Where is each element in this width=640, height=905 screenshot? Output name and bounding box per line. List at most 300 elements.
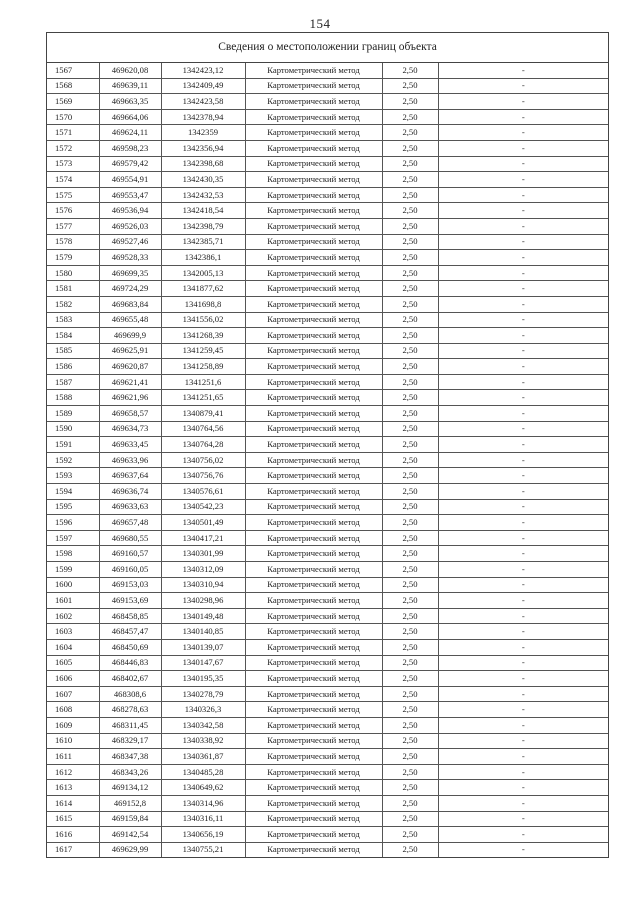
accuracy-cell: 2,50 [382, 624, 438, 640]
point-number-cell: 1613 [47, 780, 99, 796]
description-cell: - [438, 250, 608, 266]
y-coordinate-cell: 1340501,49 [161, 515, 245, 531]
description-cell: - [438, 218, 608, 234]
table-row [47, 639, 608, 655]
table-row [47, 218, 608, 234]
description-cell: - [438, 406, 608, 422]
method-cell: Картометрический метод [245, 156, 382, 172]
y-coordinate-cell: 1340764,28 [161, 437, 245, 453]
y-coordinate-cell: 1340755,21 [161, 842, 245, 857]
table-row [47, 390, 608, 406]
point-number-cell: 1616 [47, 827, 99, 843]
table-row [47, 764, 608, 780]
y-coordinate-cell: 1340756,76 [161, 468, 245, 484]
point-number-cell: 1612 [47, 764, 99, 780]
y-coordinate-cell: 1340149,48 [161, 608, 245, 624]
description-cell: - [438, 827, 608, 843]
description-cell: - [438, 343, 608, 359]
description-cell: - [438, 203, 608, 219]
y-coordinate-cell: 1341258,89 [161, 359, 245, 375]
x-coordinate-cell: 469528,33 [99, 250, 161, 266]
y-coordinate-cell: 1342398,79 [161, 218, 245, 234]
method-cell: Картометрический метод [245, 218, 382, 234]
x-coordinate-cell: 469621,41 [99, 374, 161, 390]
description-cell: - [438, 94, 608, 110]
y-coordinate-cell: 1341268,39 [161, 328, 245, 344]
method-cell: Картометрический метод [245, 842, 382, 857]
point-number-cell: 1578 [47, 234, 99, 250]
x-coordinate-cell: 469536,94 [99, 203, 161, 219]
method-cell: Картометрический метод [245, 63, 382, 78]
table-row [47, 530, 608, 546]
table-row [47, 94, 608, 110]
method-cell: Картометрический метод [245, 484, 382, 500]
y-coordinate-cell: 1342398,68 [161, 156, 245, 172]
table-row [47, 842, 608, 857]
point-number-cell: 1582 [47, 296, 99, 312]
method-cell: Картометрический метод [245, 312, 382, 328]
table-row [47, 686, 608, 702]
y-coordinate-cell: 1340316,11 [161, 811, 245, 827]
method-cell: Картометрический метод [245, 437, 382, 453]
description-cell: - [438, 452, 608, 468]
accuracy-cell: 2,50 [382, 437, 438, 453]
method-cell: Картометрический метод [245, 764, 382, 780]
point-number-cell: 1585 [47, 343, 99, 359]
accuracy-cell: 2,50 [382, 109, 438, 125]
point-number-cell: 1592 [47, 452, 99, 468]
y-coordinate-cell: 1342418,54 [161, 203, 245, 219]
method-cell: Картометрический метод [245, 546, 382, 562]
point-number-cell: 1589 [47, 406, 99, 422]
y-coordinate-cell: 1340278,79 [161, 686, 245, 702]
accuracy-cell: 2,50 [382, 562, 438, 578]
method-cell: Картометрический метод [245, 702, 382, 718]
point-number-cell: 1615 [47, 811, 99, 827]
point-number-cell: 1575 [47, 187, 99, 203]
x-coordinate-cell: 468457,47 [99, 624, 161, 640]
description-cell: - [438, 546, 608, 562]
accuracy-cell: 2,50 [382, 343, 438, 359]
accuracy-cell: 2,50 [382, 702, 438, 718]
point-number-cell: 1617 [47, 842, 99, 857]
description-cell: - [438, 265, 608, 281]
accuracy-cell: 2,50 [382, 452, 438, 468]
y-coordinate-cell: 1341698,8 [161, 296, 245, 312]
table-row [47, 312, 608, 328]
x-coordinate-cell: 469680,55 [99, 530, 161, 546]
x-coordinate-cell: 469152,8 [99, 795, 161, 811]
y-coordinate-cell: 1342356,94 [161, 140, 245, 156]
point-number-cell: 1609 [47, 717, 99, 733]
description-cell: - [438, 172, 608, 188]
description-cell: - [438, 624, 608, 640]
y-coordinate-cell: 1342359 [161, 125, 245, 141]
description-cell: - [438, 359, 608, 375]
x-coordinate-cell: 469620,87 [99, 359, 161, 375]
y-coordinate-cell: 1340485,28 [161, 764, 245, 780]
x-coordinate-cell: 469160,05 [99, 562, 161, 578]
description-cell: - [438, 671, 608, 687]
table-row [47, 281, 608, 297]
method-cell: Картометрический метод [245, 203, 382, 219]
description-cell: - [438, 655, 608, 671]
accuracy-cell: 2,50 [382, 140, 438, 156]
table-row [47, 140, 608, 156]
description-cell: - [438, 234, 608, 250]
y-coordinate-cell: 1342423,58 [161, 94, 245, 110]
description-cell: - [438, 421, 608, 437]
method-cell: Картометрический метод [245, 686, 382, 702]
point-number-cell: 1591 [47, 437, 99, 453]
accuracy-cell: 2,50 [382, 593, 438, 609]
accuracy-cell: 2,50 [382, 484, 438, 500]
table-row [47, 827, 608, 843]
y-coordinate-cell: 1340139,07 [161, 639, 245, 655]
accuracy-cell: 2,50 [382, 639, 438, 655]
accuracy-cell: 2,50 [382, 234, 438, 250]
point-number-cell: 1606 [47, 671, 99, 687]
method-cell: Картометрический метод [245, 296, 382, 312]
description-cell: - [438, 109, 608, 125]
method-cell: Картометрический метод [245, 78, 382, 94]
point-number-cell: 1574 [47, 172, 99, 188]
description-cell: - [438, 499, 608, 515]
table-row [47, 172, 608, 188]
x-coordinate-cell: 469633,63 [99, 499, 161, 515]
description-cell: - [438, 390, 608, 406]
point-number-cell: 1604 [47, 639, 99, 655]
table-row [47, 671, 608, 687]
description-cell: - [438, 312, 608, 328]
point-number-cell: 1608 [47, 702, 99, 718]
accuracy-cell: 2,50 [382, 125, 438, 141]
point-number-cell: 1570 [47, 109, 99, 125]
y-coordinate-cell: 1340326,3 [161, 702, 245, 718]
point-number-cell: 1590 [47, 421, 99, 437]
method-cell: Картометрический метод [245, 187, 382, 203]
accuracy-cell: 2,50 [382, 842, 438, 857]
description-cell: - [438, 842, 608, 857]
y-coordinate-cell: 1342423,12 [161, 63, 245, 78]
point-number-cell: 1611 [47, 749, 99, 765]
y-coordinate-cell: 1342385,71 [161, 234, 245, 250]
table-row [47, 577, 608, 593]
point-number-cell: 1614 [47, 795, 99, 811]
description-cell: - [438, 811, 608, 827]
point-number-cell: 1605 [47, 655, 99, 671]
method-cell: Картометрический метод [245, 468, 382, 484]
x-coordinate-cell: 468347,38 [99, 749, 161, 765]
point-number-cell: 1607 [47, 686, 99, 702]
table-row [47, 608, 608, 624]
table-row [47, 203, 608, 219]
y-coordinate-cell: 1340310,94 [161, 577, 245, 593]
point-number-cell: 1586 [47, 359, 99, 375]
method-cell: Картометрический метод [245, 624, 382, 640]
description-cell: - [438, 795, 608, 811]
accuracy-cell: 2,50 [382, 390, 438, 406]
table-row [47, 702, 608, 718]
method-cell: Картометрический метод [245, 749, 382, 765]
accuracy-cell: 2,50 [382, 312, 438, 328]
point-number-cell: 1572 [47, 140, 99, 156]
method-cell: Картометрический метод [245, 795, 382, 811]
table-row [47, 655, 608, 671]
x-coordinate-cell: 469629,99 [99, 842, 161, 857]
accuracy-cell: 2,50 [382, 515, 438, 531]
y-coordinate-cell: 1342432,53 [161, 187, 245, 203]
y-coordinate-cell: 1340147,67 [161, 655, 245, 671]
description-cell: - [438, 577, 608, 593]
table-row [47, 515, 608, 531]
page-number: 154 [309, 16, 331, 31]
method-cell: Картометрический метод [245, 140, 382, 156]
x-coordinate-cell: 469655,48 [99, 312, 161, 328]
table-row [47, 499, 608, 515]
table-row [47, 749, 608, 765]
y-coordinate-cell: 1342005,13 [161, 265, 245, 281]
table-row [47, 156, 608, 172]
x-coordinate-cell: 469664,06 [99, 109, 161, 125]
point-number-cell: 1567 [47, 63, 99, 78]
table-row [47, 733, 608, 749]
x-coordinate-cell: 469153,69 [99, 593, 161, 609]
x-coordinate-cell: 468308,6 [99, 686, 161, 702]
table-row [47, 468, 608, 484]
x-coordinate-cell: 469633,45 [99, 437, 161, 453]
accuracy-cell: 2,50 [382, 296, 438, 312]
accuracy-cell: 2,50 [382, 421, 438, 437]
description-cell: - [438, 749, 608, 765]
accuracy-cell: 2,50 [382, 187, 438, 203]
method-cell: Картометрический метод [245, 421, 382, 437]
method-cell: Картометрический метод [245, 562, 382, 578]
x-coordinate-cell: 469636,74 [99, 484, 161, 500]
y-coordinate-cell: 1340140,85 [161, 624, 245, 640]
method-cell: Картометрический метод [245, 281, 382, 297]
method-cell: Картометрический метод [245, 593, 382, 609]
boundary-table-sheet [46, 32, 609, 858]
x-coordinate-cell: 468446,83 [99, 655, 161, 671]
x-coordinate-cell: 468450,69 [99, 639, 161, 655]
y-coordinate-cell: 1340764,56 [161, 421, 245, 437]
method-cell: Картометрический метод [245, 374, 382, 390]
y-coordinate-cell: 1341251,6 [161, 374, 245, 390]
accuracy-cell: 2,50 [382, 374, 438, 390]
method-cell: Картометрический метод [245, 515, 382, 531]
point-number-cell: 1597 [47, 530, 99, 546]
y-coordinate-cell: 1340576,61 [161, 484, 245, 500]
y-coordinate-cell: 1340649,62 [161, 780, 245, 796]
accuracy-cell: 2,50 [382, 281, 438, 297]
x-coordinate-cell: 469142,54 [99, 827, 161, 843]
table-row [47, 265, 608, 281]
method-cell: Картометрический метод [245, 530, 382, 546]
method-cell: Картометрический метод [245, 499, 382, 515]
point-number-cell: 1583 [47, 312, 99, 328]
method-cell: Картометрический метод [245, 172, 382, 188]
description-cell: - [438, 733, 608, 749]
table-row [47, 406, 608, 422]
method-cell: Картометрический метод [245, 452, 382, 468]
table-body [47, 63, 608, 857]
point-number-cell: 1573 [47, 156, 99, 172]
table-row [47, 811, 608, 827]
x-coordinate-cell: 469724,29 [99, 281, 161, 297]
accuracy-cell: 2,50 [382, 795, 438, 811]
y-coordinate-cell: 1340656,19 [161, 827, 245, 843]
method-cell: Картометрический метод [245, 639, 382, 655]
boundary-points-table [47, 63, 608, 857]
method-cell: Картометрический метод [245, 390, 382, 406]
description-cell: - [438, 156, 608, 172]
point-number-cell: 1596 [47, 515, 99, 531]
table-row [47, 624, 608, 640]
table-row [47, 562, 608, 578]
accuracy-cell: 2,50 [382, 499, 438, 515]
method-cell: Картометрический метод [245, 827, 382, 843]
x-coordinate-cell: 469639,11 [99, 78, 161, 94]
y-coordinate-cell: 1342386,1 [161, 250, 245, 266]
accuracy-cell: 2,50 [382, 265, 438, 281]
y-coordinate-cell: 1342430,35 [161, 172, 245, 188]
table-row [47, 780, 608, 796]
description-cell: - [438, 125, 608, 141]
y-coordinate-cell: 1340361,87 [161, 749, 245, 765]
method-cell: Картометрический метод [245, 343, 382, 359]
method-cell: Картометрический метод [245, 608, 382, 624]
x-coordinate-cell: 469526,03 [99, 218, 161, 234]
description-cell: - [438, 281, 608, 297]
x-coordinate-cell: 469625,91 [99, 343, 161, 359]
table-row [47, 109, 608, 125]
x-coordinate-cell: 469620,08 [99, 63, 161, 78]
x-coordinate-cell: 469658,57 [99, 406, 161, 422]
x-coordinate-cell: 468278,63 [99, 702, 161, 718]
x-coordinate-cell: 469624,11 [99, 125, 161, 141]
description-cell: - [438, 702, 608, 718]
description-cell: - [438, 639, 608, 655]
accuracy-cell: 2,50 [382, 577, 438, 593]
point-number-cell: 1580 [47, 265, 99, 281]
accuracy-cell: 2,50 [382, 655, 438, 671]
x-coordinate-cell: 469598,23 [99, 140, 161, 156]
method-cell: Картометрический метод [245, 655, 382, 671]
description-cell: - [438, 686, 608, 702]
y-coordinate-cell: 1342378,94 [161, 109, 245, 125]
method-cell: Картометрический метод [245, 234, 382, 250]
point-number-cell: 1576 [47, 203, 99, 219]
x-coordinate-cell: 469657,48 [99, 515, 161, 531]
method-cell: Картометрический метод [245, 733, 382, 749]
accuracy-cell: 2,50 [382, 203, 438, 219]
y-coordinate-cell: 1340312,09 [161, 562, 245, 578]
accuracy-cell: 2,50 [382, 780, 438, 796]
description-cell: - [438, 328, 608, 344]
point-number-cell: 1581 [47, 281, 99, 297]
x-coordinate-cell: 468343,26 [99, 764, 161, 780]
table-row [47, 374, 608, 390]
method-cell: Картометрический метод [245, 265, 382, 281]
x-coordinate-cell: 469134,12 [99, 780, 161, 796]
method-cell: Картометрический метод [245, 125, 382, 141]
accuracy-cell: 2,50 [382, 546, 438, 562]
x-coordinate-cell: 469621,96 [99, 390, 161, 406]
y-coordinate-cell: 1340298,96 [161, 593, 245, 609]
accuracy-cell: 2,50 [382, 764, 438, 780]
table-row [47, 187, 608, 203]
method-cell: Картометрический метод [245, 406, 382, 422]
accuracy-cell: 2,50 [382, 468, 438, 484]
table-row [47, 795, 608, 811]
accuracy-cell: 2,50 [382, 328, 438, 344]
method-cell: Картометрический метод [245, 359, 382, 375]
point-number-cell: 1603 [47, 624, 99, 640]
method-cell: Картометрический метод [245, 717, 382, 733]
x-coordinate-cell: 469554,91 [99, 172, 161, 188]
table-row [47, 250, 608, 266]
description-cell: - [438, 296, 608, 312]
x-coordinate-cell: 469634,73 [99, 421, 161, 437]
point-number-cell: 1569 [47, 94, 99, 110]
table-title: Сведения о местоположении границ объекта [47, 33, 608, 63]
accuracy-cell: 2,50 [382, 827, 438, 843]
point-number-cell: 1594 [47, 484, 99, 500]
point-number-cell: 1587 [47, 374, 99, 390]
description-cell: - [438, 78, 608, 94]
point-number-cell: 1568 [47, 78, 99, 94]
table-row [47, 437, 608, 453]
point-number-cell: 1579 [47, 250, 99, 266]
point-number-cell: 1595 [47, 499, 99, 515]
x-coordinate-cell: 468329,17 [99, 733, 161, 749]
table-row [47, 343, 608, 359]
accuracy-cell: 2,50 [382, 530, 438, 546]
y-coordinate-cell: 1340338,92 [161, 733, 245, 749]
x-coordinate-cell: 469553,47 [99, 187, 161, 203]
x-coordinate-cell: 468311,45 [99, 717, 161, 733]
description-cell: - [438, 140, 608, 156]
table-row [47, 484, 608, 500]
method-cell: Картометрический метод [245, 577, 382, 593]
y-coordinate-cell: 1340342,58 [161, 717, 245, 733]
y-coordinate-cell: 1340417,21 [161, 530, 245, 546]
accuracy-cell: 2,50 [382, 218, 438, 234]
point-number-cell: 1571 [47, 125, 99, 141]
table-row [47, 421, 608, 437]
x-coordinate-cell: 468458,85 [99, 608, 161, 624]
accuracy-cell: 2,50 [382, 811, 438, 827]
method-cell: Картометрический метод [245, 671, 382, 687]
point-number-cell: 1593 [47, 468, 99, 484]
accuracy-cell: 2,50 [382, 749, 438, 765]
y-coordinate-cell: 1342409,49 [161, 78, 245, 94]
accuracy-cell: 2,50 [382, 359, 438, 375]
description-cell: - [438, 530, 608, 546]
y-coordinate-cell: 1341259,45 [161, 343, 245, 359]
method-cell: Картометрический метод [245, 250, 382, 266]
point-number-cell: 1602 [47, 608, 99, 624]
accuracy-cell: 2,50 [382, 94, 438, 110]
y-coordinate-cell: 1340879,41 [161, 406, 245, 422]
y-coordinate-cell: 1340314,96 [161, 795, 245, 811]
accuracy-cell: 2,50 [382, 671, 438, 687]
point-number-cell: 1600 [47, 577, 99, 593]
table-row [47, 717, 608, 733]
description-cell: - [438, 780, 608, 796]
point-number-cell: 1599 [47, 562, 99, 578]
